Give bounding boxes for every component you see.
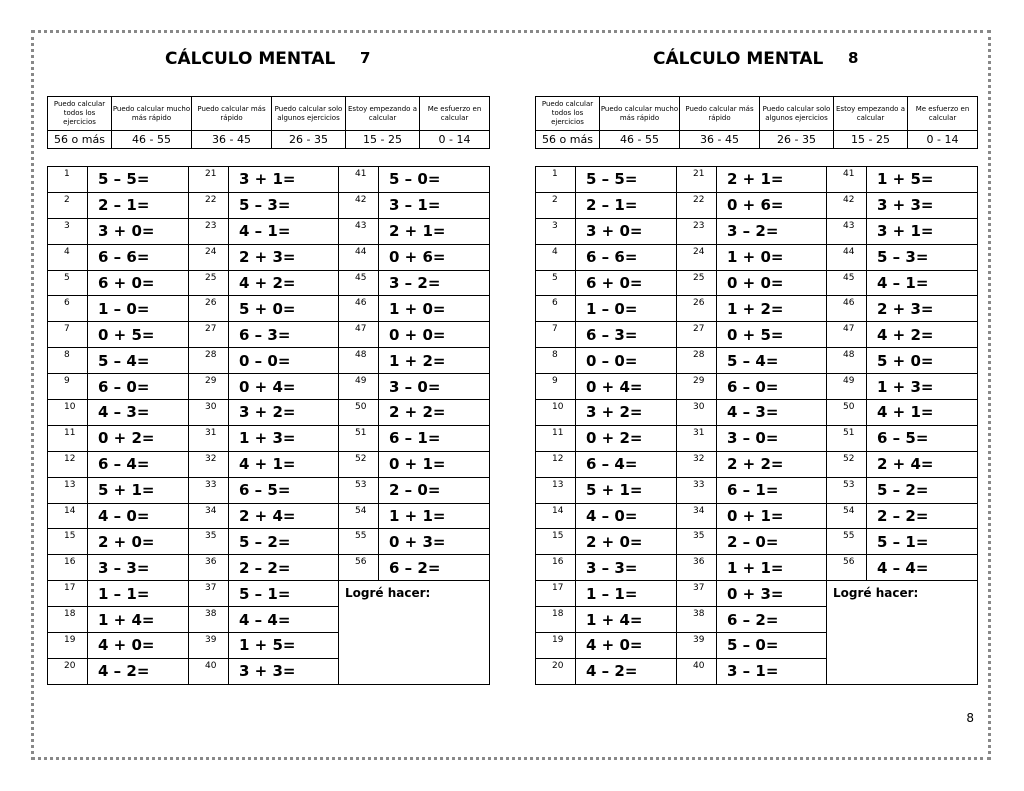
exercise-number: 26 [189, 296, 229, 322]
exercise-equation: 0 + 2= [576, 425, 677, 451]
table-row [536, 270, 978, 296]
exercise-number: 40 [189, 658, 229, 684]
exercise-number: 19 [536, 633, 576, 659]
exercise-equation: 3 + 2= [229, 400, 339, 426]
exercise-number: 47 [339, 322, 379, 348]
exercise-equation: 6 – 4= [88, 451, 189, 477]
exercise-equation: 2 + 1= [717, 167, 827, 193]
scale-range: 36 - 45 [680, 131, 760, 149]
exercise-number: 9 [536, 374, 576, 400]
exercise-equation: 4 – 2= [576, 658, 677, 684]
exercise-number: 19 [48, 633, 88, 659]
exercise-equation: 6 – 1= [717, 477, 827, 503]
exercise-equation: 4 – 2= [88, 658, 189, 684]
exercise-equation: 2 – 1= [576, 192, 677, 218]
exercise-number: 16 [536, 555, 576, 581]
exercise-number: 28 [677, 348, 717, 374]
exercise-equation: 0 + 6= [717, 192, 827, 218]
exercise-equation: 4 – 0= [576, 503, 677, 529]
exercise-equation: 5 – 4= [88, 348, 189, 374]
exercise-number: 46 [339, 296, 379, 322]
table-row [536, 477, 978, 503]
scale-header: Puedo calcular todos los ejercicios [48, 97, 112, 131]
table-row [48, 451, 490, 477]
exercise-number: 45 [827, 270, 867, 296]
exercise-number: 30 [189, 400, 229, 426]
table-row [48, 529, 490, 555]
exercise-equation: 2 – 1= [88, 192, 189, 218]
exercise-number: 50 [827, 400, 867, 426]
exercise-number: 39 [677, 633, 717, 659]
exercise-number: 48 [339, 348, 379, 374]
exercise-equation: 6 – 0= [717, 374, 827, 400]
page-number: 8 [966, 711, 974, 725]
exercise-equation: 6 – 1= [379, 425, 490, 451]
exercise-equation: 0 – 0= [229, 348, 339, 374]
exercise-equation: 2 + 2= [717, 451, 827, 477]
exercise-number: 43 [827, 218, 867, 244]
scale-range: 15 - 25 [834, 131, 908, 149]
exercise-table [47, 166, 490, 685]
exercise-number: 38 [189, 607, 229, 633]
exercise-equation: 0 + 0= [717, 270, 827, 296]
exercise-number: 7 [48, 322, 88, 348]
exercise-number: 37 [189, 581, 229, 607]
exercise-equation: 3 + 3= [229, 658, 339, 684]
table-row [536, 425, 978, 451]
exercise-number: 17 [536, 581, 576, 607]
exercise-equation: 6 – 5= [867, 425, 978, 451]
table-row [536, 167, 978, 193]
exercise-number: 13 [536, 477, 576, 503]
exercise-number: 5 [48, 270, 88, 296]
exercise-equation: 2 – 0= [379, 477, 490, 503]
exercise-number: 12 [536, 451, 576, 477]
scale-header: Puedo calcular todos los ejercicios [536, 97, 600, 131]
table-row [536, 296, 978, 322]
exercise-equation: 2 + 4= [867, 451, 978, 477]
scale-header: Me esfuerzo en calcular [908, 97, 978, 131]
scale-range: 56 o más [48, 131, 112, 149]
table-row [536, 374, 978, 400]
scale-range: 46 - 55 [600, 131, 680, 149]
exercise-number: 27 [677, 322, 717, 348]
exercise-number: 46 [827, 296, 867, 322]
exercise-number: 17 [48, 581, 88, 607]
achievement-box: Logré hacer: [827, 581, 978, 685]
exercise-equation: 6 – 6= [576, 244, 677, 270]
exercise-equation: 4 + 1= [867, 400, 978, 426]
exercise-equation: 1 + 2= [717, 296, 827, 322]
table-row [536, 581, 978, 607]
table-row [48, 555, 490, 581]
exercise-equation: 4 + 1= [229, 451, 339, 477]
exercise-number: 9 [48, 374, 88, 400]
exercise-number: 43 [339, 218, 379, 244]
exercise-number: 48 [827, 348, 867, 374]
exercise-number: 8 [536, 348, 576, 374]
scale-range: 46 - 55 [112, 131, 192, 149]
scale-range: 0 - 14 [908, 131, 978, 149]
exercise-number: 36 [677, 555, 717, 581]
exercise-number: 45 [339, 270, 379, 296]
exercise-number: 44 [339, 244, 379, 270]
table-row [48, 581, 490, 607]
exercise-equation: 4 – 4= [229, 607, 339, 633]
exercise-number: 14 [536, 503, 576, 529]
exercise-number: 29 [677, 374, 717, 400]
exercise-number: 38 [677, 607, 717, 633]
exercise-equation: 1 + 5= [229, 633, 339, 659]
exercise-number: 54 [339, 503, 379, 529]
exercise-number: 3 [48, 218, 88, 244]
exercise-equation: 3 + 2= [576, 400, 677, 426]
exercise-equation: 1 + 0= [717, 244, 827, 270]
scale-header: Me esfuerzo en calcular [420, 97, 490, 131]
exercise-number: 32 [189, 451, 229, 477]
table-row [536, 322, 978, 348]
exercise-number: 56 [339, 555, 379, 581]
scale-header: Puedo calcular solo algunos ejercicios [760, 97, 834, 131]
exercise-equation: 0 + 4= [576, 374, 677, 400]
table-row [48, 400, 490, 426]
exercise-equation: 0 + 1= [379, 451, 490, 477]
exercise-equation: 6 – 4= [576, 451, 677, 477]
exercise-number: 50 [339, 400, 379, 426]
exercise-number: 2 [48, 192, 88, 218]
exercise-equation: 3 – 3= [88, 555, 189, 581]
exercise-number: 41 [339, 167, 379, 193]
table-row [536, 451, 978, 477]
exercise-number: 20 [536, 658, 576, 684]
exercise-equation: 0 + 3= [717, 581, 827, 607]
scale-header: Puedo calcular mucho más rápido [600, 97, 680, 131]
exercise-equation: 2 + 3= [229, 244, 339, 270]
exercise-number: 49 [339, 374, 379, 400]
exercise-number: 25 [189, 270, 229, 296]
exercise-equation: 0 + 6= [379, 244, 490, 270]
exercise-equation: 5 + 0= [867, 348, 978, 374]
exercise-equation: 6 – 3= [229, 322, 339, 348]
scale-range: 0 - 14 [420, 131, 490, 149]
exercise-number: 32 [677, 451, 717, 477]
exercise-number: 10 [48, 400, 88, 426]
exercise-equation: 3 + 1= [229, 167, 339, 193]
exercise-number: 1 [48, 167, 88, 193]
exercise-equation: 2 + 0= [576, 529, 677, 555]
exercise-equation: 2 – 2= [229, 555, 339, 581]
table-row [48, 270, 490, 296]
exercise-number: 8 [48, 348, 88, 374]
exercise-number: 56 [827, 555, 867, 581]
exercise-equation: 0 + 3= [379, 529, 490, 555]
exercise-equation: 5 – 5= [576, 167, 677, 193]
exercise-number: 36 [189, 555, 229, 581]
scale-header: Puedo calcular más rápido [192, 97, 272, 131]
exercise-equation: 3 – 2= [379, 270, 490, 296]
exercise-equation: 2 + 1= [379, 218, 490, 244]
exercise-number: 21 [189, 167, 229, 193]
exercise-number: 52 [827, 451, 867, 477]
title-text: CÁLCULO MENTAL [165, 49, 336, 69]
exercise-number: 35 [677, 529, 717, 555]
exercise-equation: 3 – 1= [717, 658, 827, 684]
exercise-equation: 5 – 3= [229, 192, 339, 218]
exercise-number: 53 [339, 477, 379, 503]
exercise-number: 34 [189, 503, 229, 529]
exercise-number: 42 [339, 192, 379, 218]
exercise-equation: 4 + 2= [867, 322, 978, 348]
scale-range: 36 - 45 [192, 131, 272, 149]
exercise-equation: 5 – 1= [229, 581, 339, 607]
exercise-number: 53 [827, 477, 867, 503]
exercise-number: 39 [189, 633, 229, 659]
exercise-equation: 1 + 4= [576, 607, 677, 633]
exercise-equation: 5 – 3= [867, 244, 978, 270]
worksheet-title [535, 49, 977, 71]
exercise-number: 4 [536, 244, 576, 270]
exercise-number: 30 [677, 400, 717, 426]
exercise-number: 15 [48, 529, 88, 555]
exercise-equation: 6 – 2= [379, 555, 490, 581]
exercise-number: 11 [48, 425, 88, 451]
scale-header: Puedo calcular más rápido [680, 97, 760, 131]
exercise-equation: 0 + 0= [379, 322, 490, 348]
self-assessment-table [47, 96, 490, 149]
table-row [536, 218, 978, 244]
exercise-number: 7 [536, 322, 576, 348]
table-row [48, 322, 490, 348]
exercise-number: 31 [189, 425, 229, 451]
scale-header: Puedo calcular solo algunos ejercicios [272, 97, 346, 131]
exercise-equation: 3 – 0= [717, 425, 827, 451]
scale-header: Estoy empezando a calcular [346, 97, 420, 131]
exercise-equation: 6 + 0= [88, 270, 189, 296]
exercise-equation: 3 – 0= [379, 374, 490, 400]
exercise-equation: 5 – 0= [717, 633, 827, 659]
exercise-equation: 5 – 1= [867, 529, 978, 555]
exercise-equation: 6 – 6= [88, 244, 189, 270]
exercise-number: 28 [189, 348, 229, 374]
exercise-equation: 5 – 2= [867, 477, 978, 503]
exercise-equation: 1 + 1= [379, 503, 490, 529]
table-row [536, 555, 978, 581]
exercise-equation: 4 – 0= [88, 503, 189, 529]
exercise-equation: 5 – 0= [379, 167, 490, 193]
exercise-number: 33 [189, 477, 229, 503]
exercise-equation: 4 – 3= [717, 400, 827, 426]
exercise-number: 18 [536, 607, 576, 633]
exercise-number: 25 [677, 270, 717, 296]
table-row [48, 192, 490, 218]
exercise-number: 51 [827, 425, 867, 451]
exercise-number: 42 [827, 192, 867, 218]
exercise-equation: 6 – 3= [576, 322, 677, 348]
exercise-number: 23 [189, 218, 229, 244]
table-row [48, 244, 490, 270]
exercise-number: 10 [536, 400, 576, 426]
scale-header: Puedo calcular mucho más rápido [112, 97, 192, 131]
exercise-equation: 0 + 5= [88, 322, 189, 348]
exercise-equation: 3 + 0= [576, 218, 677, 244]
exercise-equation: 4 – 4= [867, 555, 978, 581]
table-row [536, 192, 978, 218]
exercise-equation: 4 – 1= [229, 218, 339, 244]
exercise-number: 20 [48, 658, 88, 684]
exercise-equation: 1 + 3= [867, 374, 978, 400]
exercise-equation: 1 + 5= [867, 167, 978, 193]
exercise-equation: 4 – 3= [88, 400, 189, 426]
exercise-number: 4 [48, 244, 88, 270]
exercise-equation: 5 – 5= [88, 167, 189, 193]
exercise-number: 18 [48, 607, 88, 633]
worksheet-number: 7 [360, 49, 371, 67]
exercise-equation: 5 – 2= [229, 529, 339, 555]
worksheet-title [47, 49, 489, 71]
exercise-equation: 4 + 0= [88, 633, 189, 659]
exercise-number: 14 [48, 503, 88, 529]
exercise-equation: 3 + 0= [88, 218, 189, 244]
exercise-number: 13 [48, 477, 88, 503]
exercise-equation: 1 – 0= [576, 296, 677, 322]
exercise-equation: 6 + 0= [576, 270, 677, 296]
exercise-number: 5 [536, 270, 576, 296]
exercise-equation: 2 + 4= [229, 503, 339, 529]
exercise-number: 35 [189, 529, 229, 555]
exercise-number: 12 [48, 451, 88, 477]
self-assessment-table [535, 96, 978, 149]
table-row [48, 477, 490, 503]
exercise-number: 6 [48, 296, 88, 322]
exercise-equation: 3 – 3= [576, 555, 677, 581]
table-row [536, 348, 978, 374]
exercise-equation: 1 + 0= [379, 296, 490, 322]
exercise-equation: 5 + 1= [88, 477, 189, 503]
table-row [536, 400, 978, 426]
exercise-number: 40 [677, 658, 717, 684]
exercise-number: 41 [827, 167, 867, 193]
exercise-number: 55 [827, 529, 867, 555]
exercise-number: 6 [536, 296, 576, 322]
exercise-equation: 6 – 0= [88, 374, 189, 400]
exercise-equation: 4 + 0= [576, 633, 677, 659]
exercise-equation: 3 + 3= [867, 192, 978, 218]
exercise-number: 27 [189, 322, 229, 348]
exercise-equation: 2 – 2= [867, 503, 978, 529]
exercise-number: 3 [536, 218, 576, 244]
exercise-equation: 3 + 1= [867, 218, 978, 244]
exercise-number: 22 [677, 192, 717, 218]
exercise-equation: 1 – 1= [576, 581, 677, 607]
exercise-equation: 3 – 1= [379, 192, 490, 218]
exercise-number: 21 [677, 167, 717, 193]
exercise-equation: 0 + 5= [717, 322, 827, 348]
exercise-table [535, 166, 978, 685]
exercise-number: 23 [677, 218, 717, 244]
exercise-number: 24 [677, 244, 717, 270]
exercise-equation: 3 – 2= [717, 218, 827, 244]
table-row [48, 296, 490, 322]
exercise-equation: 5 – 4= [717, 348, 827, 374]
exercise-number: 34 [677, 503, 717, 529]
table-row [536, 529, 978, 555]
table-row [536, 244, 978, 270]
exercise-number: 24 [189, 244, 229, 270]
exercise-equation: 2 + 3= [867, 296, 978, 322]
exercise-equation: 2 – 0= [717, 529, 827, 555]
exercise-number: 31 [677, 425, 717, 451]
exercise-equation: 0 + 4= [229, 374, 339, 400]
exercise-number: 52 [339, 451, 379, 477]
exercise-number: 54 [827, 503, 867, 529]
exercise-number: 2 [536, 192, 576, 218]
table-row [48, 374, 490, 400]
exercise-equation: 1 – 0= [88, 296, 189, 322]
scale-range: 56 o más [536, 131, 600, 149]
exercise-number: 22 [189, 192, 229, 218]
exercise-equation: 4 + 2= [229, 270, 339, 296]
exercise-number: 44 [827, 244, 867, 270]
exercise-equation: 2 + 2= [379, 400, 490, 426]
exercise-equation: 5 + 0= [229, 296, 339, 322]
title-text: CÁLCULO MENTAL [653, 49, 824, 69]
scale-range: 26 - 35 [272, 131, 346, 149]
achievement-box: Logré hacer: [339, 581, 490, 685]
exercise-equation: 5 + 1= [576, 477, 677, 503]
table-row [48, 167, 490, 193]
scale-header: Estoy empezando a calcular [834, 97, 908, 131]
exercise-equation: 0 + 2= [88, 425, 189, 451]
exercise-number: 1 [536, 167, 576, 193]
scale-range: 15 - 25 [346, 131, 420, 149]
worksheet-number: 8 [848, 49, 859, 67]
scale-range: 26 - 35 [760, 131, 834, 149]
exercise-number: 51 [339, 425, 379, 451]
exercise-number: 37 [677, 581, 717, 607]
exercise-number: 15 [536, 529, 576, 555]
exercise-number: 11 [536, 425, 576, 451]
exercise-number: 47 [827, 322, 867, 348]
table-row [48, 425, 490, 451]
table-row [48, 503, 490, 529]
table-row [536, 503, 978, 529]
exercise-number: 16 [48, 555, 88, 581]
exercise-number: 33 [677, 477, 717, 503]
table-row [48, 218, 490, 244]
exercise-number: 26 [677, 296, 717, 322]
exercise-equation: 0 + 1= [717, 503, 827, 529]
exercise-equation: 2 + 0= [88, 529, 189, 555]
exercise-equation: 0 – 0= [576, 348, 677, 374]
exercise-equation: 1 + 3= [229, 425, 339, 451]
exercise-equation: 4 – 1= [867, 270, 978, 296]
exercise-number: 55 [339, 529, 379, 555]
exercise-equation: 6 – 2= [717, 607, 827, 633]
exercise-number: 49 [827, 374, 867, 400]
table-row [48, 348, 490, 374]
exercise-number: 29 [189, 374, 229, 400]
exercise-equation: 1 + 2= [379, 348, 490, 374]
exercise-equation: 6 – 5= [229, 477, 339, 503]
exercise-equation: 1 + 1= [717, 555, 827, 581]
exercise-equation: 1 – 1= [88, 581, 189, 607]
exercise-equation: 1 + 4= [88, 607, 189, 633]
